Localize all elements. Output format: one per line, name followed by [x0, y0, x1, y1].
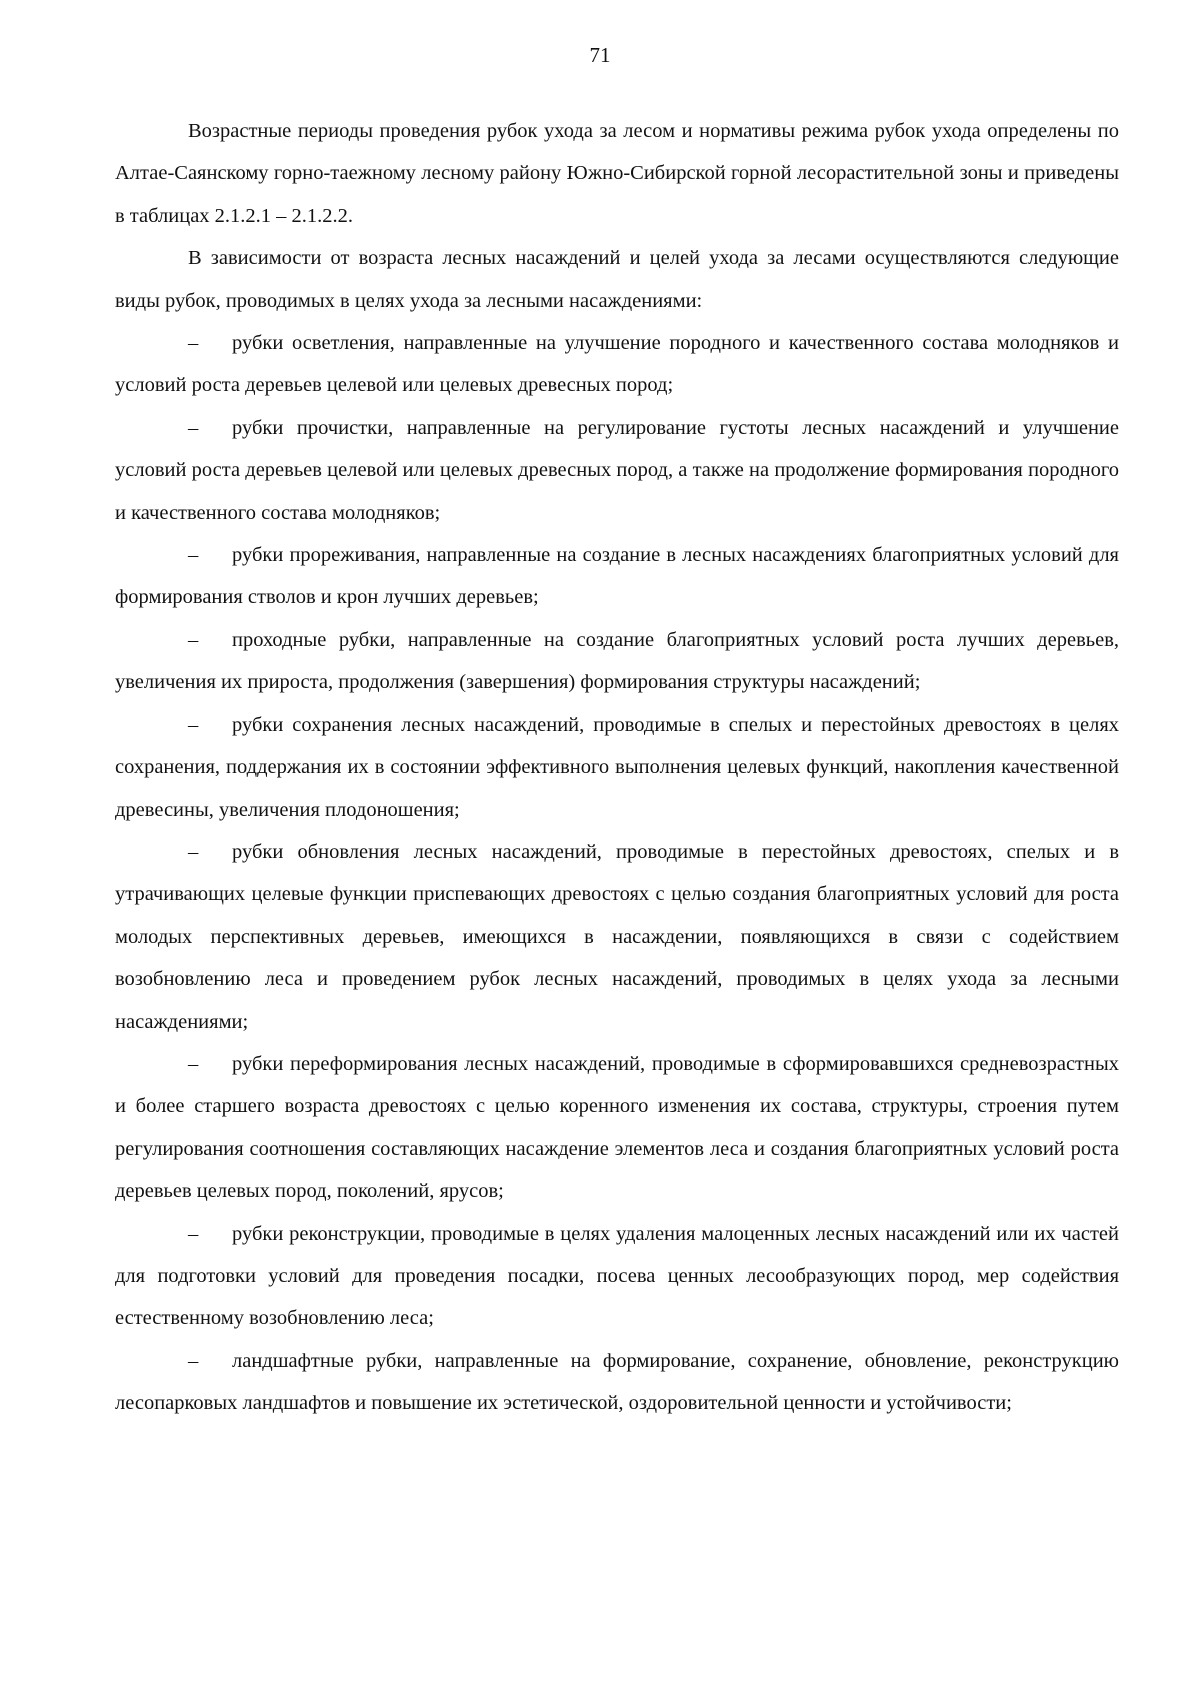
bullet-dash: – [188, 416, 199, 439]
page-body [115, 110, 1119, 1425]
paragraph-intro: Возрастные периоды проведения рубок ухода за лесом и нормативы режима рубок ухода определены по Алтае-Саянскому горно-таежному лесному району Южно-Сибирской горной лесорастительной зоны и приведены в таблицах 2.1.2.1 – 2.1.2.2. [115, 120, 1119, 227]
list-item-text: рубки осветления, направленные на улучшение породного и качественного состава молодняков и условий роста деревьев целевой или целевых древесных пород; [115, 332, 1119, 397]
paragraph-lead: В зависимости от возраста лесных насаждений и целей ухода за лесами осуществляются следующие виды рубок, проводимых в целях ухода за лесными насаждениями: [115, 247, 1119, 312]
bullet-dash: – [188, 1052, 199, 1075]
list-item-text: рубки реконструкции, проводимые в целях удаления малоценных лесных насаждений или их частей для подготовки условий для проведения посадки, посева ценных лесообразующих пород, мер содействия естественному возобновлению леса; [115, 1222, 1119, 1330]
list-item-text: рубки обновления лесных насаждений, проводимые в перестойных древостоях, спелых и в утрачивающих целевые функции приспевающих древостоях с целью создания благоприятных условий для роста молодых перспективных деревьев, имеющихся в насаждении, появляющихся в связи с содействием возобновлению леса и проведением рубок лесных насаждений, проводимых в целях ухода за лесными насаждениями; [115, 840, 1119, 1033]
list-item-text: рубки сохранения лесных насаждений, проводимые в спелых и перестойных древостоях в целях сохранения, поддержания их в состоянии эффективного выполнения целевых функций, накопления качественной древесины, увеличения плодоношения; [115, 713, 1119, 821]
page-number: 71 [589, 43, 611, 67]
list-item-text: проходные рубки, направленные на создание благоприятных условий роста лучших деревьев, увеличения их прироста, продолжения (завершения) формирования структуры насаждений; [115, 628, 1119, 694]
list-item [115, 1213, 1119, 1340]
list-item [115, 407, 1119, 534]
list-item [115, 831, 1119, 1043]
bullet-dash: – [188, 544, 199, 567]
list-item [115, 1340, 1119, 1425]
bullet-dash: – [188, 713, 199, 736]
bullet-dash: – [188, 1349, 199, 1372]
list-item [115, 619, 1119, 704]
list-item [115, 534, 1119, 619]
list-item-text: ландшафтные рубки, направленные на формирование, сохранение, обновление, реконструкцию лесопарковых ландшафтов и повышение их эстетической, оздоровительной ценности и устойчивости; [115, 1349, 1119, 1415]
bullet-dash: – [188, 628, 199, 651]
bullet-dash: – [188, 840, 199, 863]
list-item [115, 322, 1119, 407]
list-item [115, 1043, 1119, 1213]
bullet-dash: – [188, 1222, 199, 1245]
list-item-text: рубки прочистки, направленные на регулирование густоты лесных насаждений и улучшение условий роста деревьев целевой или целевых древесных пород, а также на продолжение формирования породного и качественного состава молодняков; [115, 416, 1119, 524]
list-item-text: рубки переформирования лесных насаждений, проводимые в сформировавшихся средневозрастных и более старшего возраста древостоях с целью коренного изменения их состава, структуры, строения путем регулирования соотношения составляющих насаждение элементов леса и создания благоприятных условий роста деревьев целевых пород, поколений, ярусов; [115, 1052, 1119, 1203]
list-item [115, 704, 1119, 831]
list-item-text: рубки прореживания, направленные на создание в лесных насаждениях благоприятных условий для формирования стволов и крон лучших деревьев; [115, 544, 1119, 609]
bullet-dash: – [188, 332, 199, 355]
